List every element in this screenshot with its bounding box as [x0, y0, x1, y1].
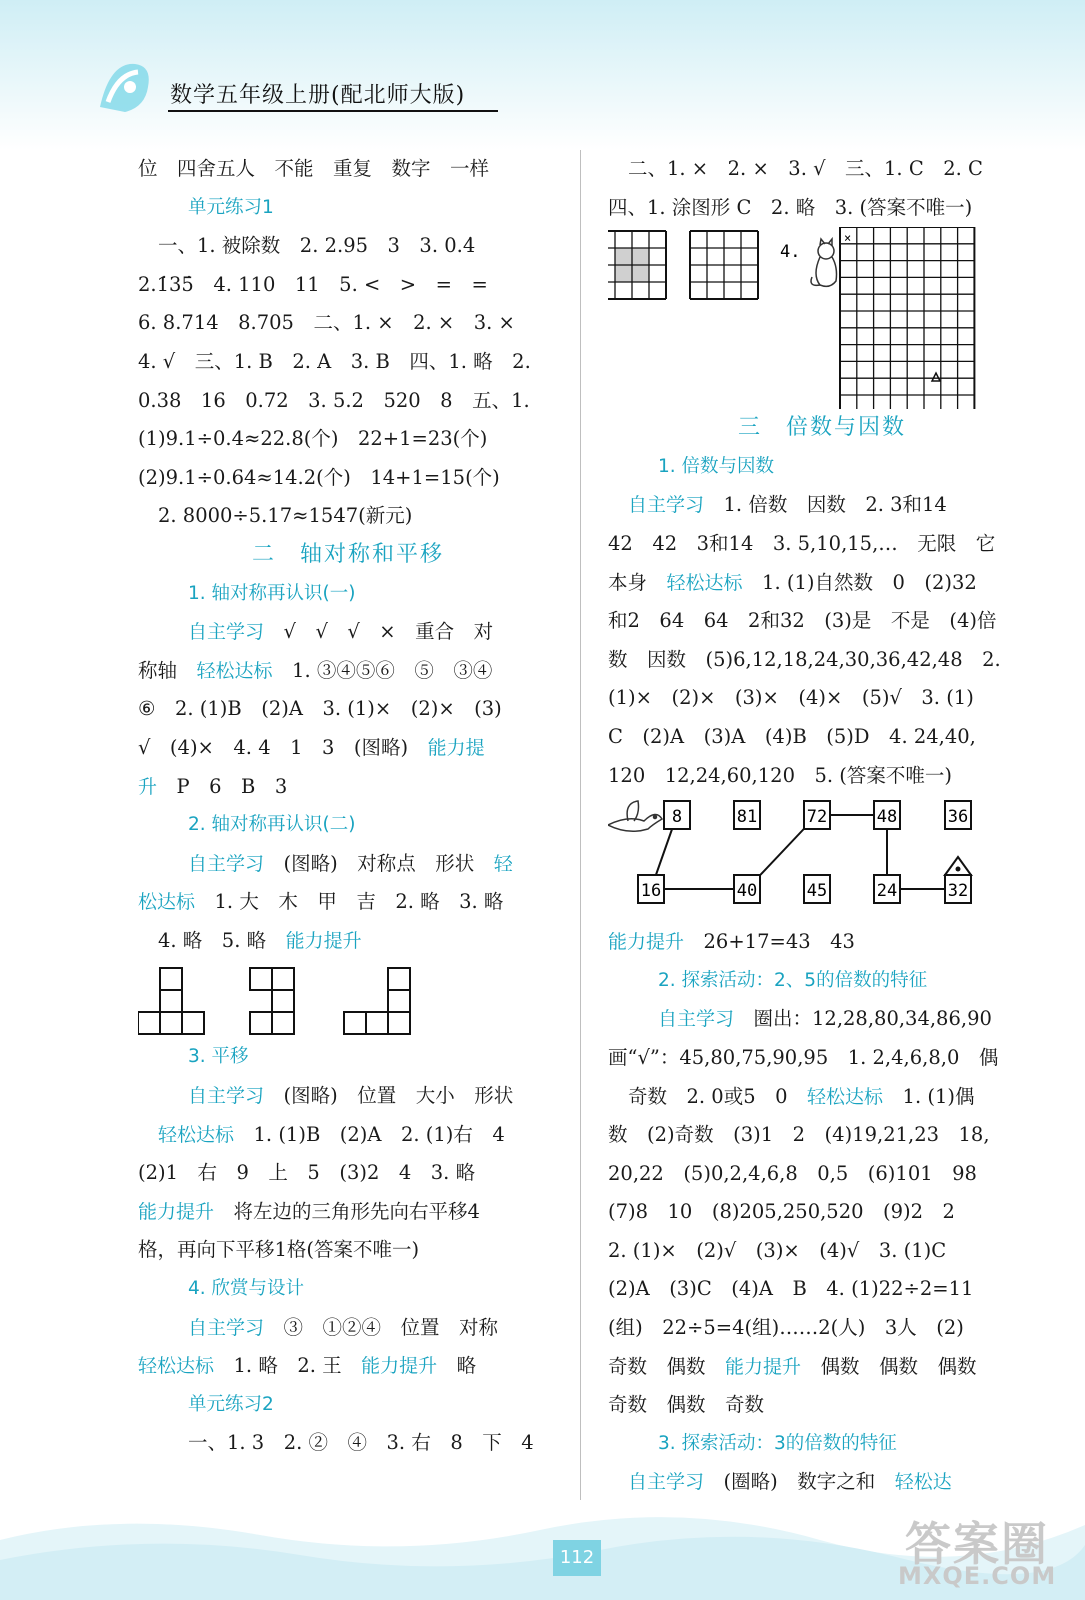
answer-line: 四、1. 涂图形 C 2. 略 3. (答案不唯一) [608, 195, 973, 219]
answer-line: 42 42 3和14 3. 5,10,15,… 无限 它 [608, 531, 996, 555]
answer-line [608, 1078, 1036, 1117]
answer-line: 奇数 偶数 奇数 [608, 1393, 765, 1417]
answer-line [608, 564, 1036, 603]
section-tag: 自主学习 [628, 494, 705, 517]
number-box-label: 36 [947, 807, 969, 828]
subsection-title: 3. 探索活动：3的倍数的特征 [658, 1432, 897, 1454]
answer-line: ⑥ 2. (1)B (2)A 3. (1)× (2)× (3) [138, 697, 502, 721]
number-box-label: 32 [947, 881, 969, 902]
section-tag: 轻松达标 [807, 1085, 884, 1108]
section-tag: 升 [138, 775, 158, 798]
grid-figures [608, 227, 1036, 409]
section-tag: 轻松达标 [196, 659, 273, 682]
answer-line [608, 1463, 1036, 1502]
answer-line: 格，再向下平移1格(答案不唯一) [138, 1238, 420, 1262]
answer-line: (2)9.1÷0.64≈14.2(个) 14+1=15(个) [138, 465, 500, 489]
answer-line [138, 729, 558, 768]
section-tag: 轻松达 [894, 1471, 952, 1494]
answer-line [138, 845, 558, 884]
section-tag: 轻松达标 [158, 1123, 235, 1146]
answer-text: 奇数 2. 0或5 0 [628, 1084, 808, 1108]
subsection-title: 1. 轴对称再认识(一) [188, 582, 356, 604]
column-divider [580, 150, 581, 1500]
section-tag: 自主学习 [658, 1008, 735, 1031]
number-box-label: 16 [640, 881, 662, 902]
answer-line: 数 (2)奇数 (3)1 2 (4)19,21,23 18, [608, 1123, 990, 1147]
answer-line: 120 12,24,60,120 5. (答案不唯一) [608, 763, 952, 787]
answer-text: 本身 [608, 570, 667, 594]
answer-text: 1. 倍数 因数 2. 3和14 [704, 493, 947, 517]
header-band [0, 0, 1085, 150]
watermark-logo: 答案圈 [905, 1517, 1049, 1571]
number-box-label: 45 [806, 881, 828, 902]
answer-line: 位 四舍五人 不能 重复 数字 一样 [138, 157, 490, 180]
answer-line [608, 1000, 1036, 1039]
answer-line [138, 1077, 558, 1116]
answer-line: 2. (1)× (2)√ (3)× (4)√ 3. (1)C [608, 1238, 947, 1262]
answer-line [138, 922, 558, 961]
grid-mark-x: × [844, 231, 852, 246]
answer-text: 26+17=43 43 [684, 930, 855, 954]
answer-text: 1. 略 2. 王 [214, 1354, 362, 1378]
figure-l-shapes [138, 960, 558, 1038]
answer-line [608, 1348, 1036, 1387]
answer-line: 一、1. 3 2. ② ④ 3. 右 8 下 4 [188, 1431, 534, 1455]
subsection-title: 3. 平移 [188, 1046, 249, 1068]
answer-line [138, 1193, 558, 1232]
title-underline [168, 110, 498, 112]
answer-line: 画“√”：45,80,75,90,95 1. 2,4,6,8,0 偶 [608, 1045, 999, 1069]
section-title: 二 轴对称和平移 [251, 541, 444, 567]
answer-line: (组) 22÷5=4(组)……2(人) 3人 (2) [608, 1316, 964, 1340]
answer-text: √ √ √ × 重合 对 [264, 620, 494, 644]
answer-line [138, 652, 558, 691]
watermark-url: MXQE.COM [898, 1562, 1057, 1590]
subsection-title: 单元练习1 [188, 196, 274, 218]
subsection-title: 2. 探索活动：2、5的倍数的特征 [658, 969, 928, 991]
book-logo-icon [90, 52, 160, 122]
answer-line [138, 613, 558, 652]
bird-icon [608, 801, 662, 831]
number-box-label: 40 [736, 881, 758, 902]
left-column [138, 150, 558, 1463]
answer-text: 将左边的三角形先向右平移4 [214, 1199, 480, 1223]
section-tag: 自主学习 [188, 852, 265, 875]
answer-line: 和2 64 64 2和32 (3)是 不是 (4)倍 [608, 609, 997, 633]
answer-text: 称轴 [138, 658, 197, 682]
subsection-title: 2. 轴对称再认识(二) [188, 814, 356, 836]
answer-line [138, 1309, 558, 1348]
triangle-icon [932, 373, 940, 381]
section-tag: 自主学习 [188, 621, 265, 644]
cat-icon [811, 239, 837, 286]
section-tag: 能力提升 [285, 929, 362, 952]
answer-text: (图略) 对称点 形状 [264, 851, 494, 875]
answer-line: (2)1 右 9 上 5 (3)2 4 3. 略 [138, 1161, 476, 1185]
section-tag: 自主学习 [188, 1316, 265, 1339]
answer-text: 偶数 偶数 偶数 [801, 1354, 977, 1378]
answer-line [608, 923, 1036, 962]
answer-line: 数 因数 (5)6,12,18,24,30,36,42,48 2. [608, 647, 1001, 671]
number-box-label: 48 [876, 807, 898, 828]
book-title: 数学五年级上册(配北师大版) [170, 83, 466, 108]
section-tag: 松达标 [138, 891, 196, 914]
answer-line [138, 768, 558, 807]
figure-number-path [608, 795, 1036, 923]
answer-text: 1. (1)B (2)A 2. (1)右 4 [234, 1122, 505, 1146]
section-tag: 轻松达标 [138, 1355, 215, 1378]
number-box-label: 8 [671, 807, 683, 828]
answer-text: 1. ③④⑤⑥ ⑤ ③④ [272, 658, 493, 682]
answer-line [608, 486, 1036, 525]
answer-line: (1)× (2)× (3)× (4)× (5)√ 3. (1) [608, 686, 974, 710]
answer-text: (圈略) 数字之和 [704, 1470, 895, 1494]
answer-line: C (2)A (3)A (4)B (5)D 4. 24,40, [608, 724, 976, 748]
answer-text: (图略) 位置 大小 形状 [264, 1084, 514, 1108]
answer-line: 6. 8.714 8.705 二、1. × 2. × 3. × [138, 311, 515, 335]
house-roof-icon [945, 857, 971, 875]
section-tag: 能力提升 [361, 1355, 438, 1378]
answer-text: 略 [437, 1354, 477, 1378]
section-tag: 轻松达标 [666, 571, 743, 594]
answer-line [138, 1116, 558, 1155]
answer-line: 二、1. × 2. × 3. √ 三、1. C 2. C [628, 157, 983, 180]
answer-line: 0.38 16 0.72 3. 5.2 520 8 五、1. [138, 388, 530, 412]
answer-line: (2)A (3)C (4)A B 4. (1)22÷2=11 [608, 1277, 974, 1301]
answer-text: √ (4)× 4. 4 1 3 (图略) [138, 735, 428, 759]
answer-text: 1. 大 木 甲 吉 2. 略 3. 略 [195, 890, 504, 914]
section-title: 三 倍数与因数 [737, 415, 906, 441]
answer-line: (1)9.1÷0.4≈22.8(个) 22+1=23(个) [138, 427, 488, 451]
answer-text: P 6 B 3 [157, 774, 288, 798]
number-box-label: 72 [806, 807, 828, 828]
answer-line: 2.1̇35̇ 4. 110 11 5. < > = = [138, 272, 488, 296]
answer-text: 4. 略 5. 略 [158, 928, 286, 952]
answer-line: 2. 8000÷5.17≈1547(新元) [158, 504, 413, 528]
section-tag: 自主学习 [188, 1085, 265, 1108]
number-path-figure [608, 795, 1036, 923]
section-tag: 能力提升 [608, 931, 685, 954]
section-tag: 能力提升 [138, 1200, 215, 1223]
section-tag: 轻 [493, 852, 513, 875]
subsection-title: 4. 欣赏与设计 [188, 1278, 305, 1300]
section-tag: 自主学习 [628, 1471, 705, 1494]
subsection-title: 1. 倍数与因数 [658, 455, 775, 477]
section-tag: 能力提 [427, 736, 485, 759]
answer-text: 圈出：12,28,80,34,86,90 [734, 1007, 992, 1031]
answer-line: (7)8 10 (8)205,250,520 (9)2 2 [608, 1200, 955, 1224]
page-number: 112 [553, 1540, 601, 1576]
answer-line [138, 883, 558, 922]
answer-line: 20,22 (5)0,2,4,6,8 0,5 (6)101 98 [608, 1161, 977, 1185]
l-shape-figures [138, 960, 558, 1038]
answer-line [138, 1347, 558, 1386]
figure-grids [608, 227, 1036, 409]
answer-line: 一、1. 被除数 2. 2.95 3 3. 0.4̇ [158, 234, 476, 258]
answer-text: 奇数 偶数 [608, 1354, 726, 1378]
number-box-label: 81 [736, 807, 758, 828]
section-tag: 能力提升 [725, 1355, 802, 1378]
answer-line: 4. √ 三、1. B 2. A 3. B 四、1. 略 2. [138, 349, 531, 373]
answer-text: 1. (1)自然数 0 (2)32 [742, 570, 977, 594]
answer-text: ③ ①②④ 位置 对称 [264, 1315, 499, 1339]
item-4-label: 4. [780, 242, 801, 263]
right-column [608, 150, 1036, 1502]
answer-text: 1. (1)偶 [883, 1084, 975, 1108]
subsection-title: 单元练习2 [188, 1393, 274, 1415]
number-box-label: 24 [876, 881, 898, 902]
